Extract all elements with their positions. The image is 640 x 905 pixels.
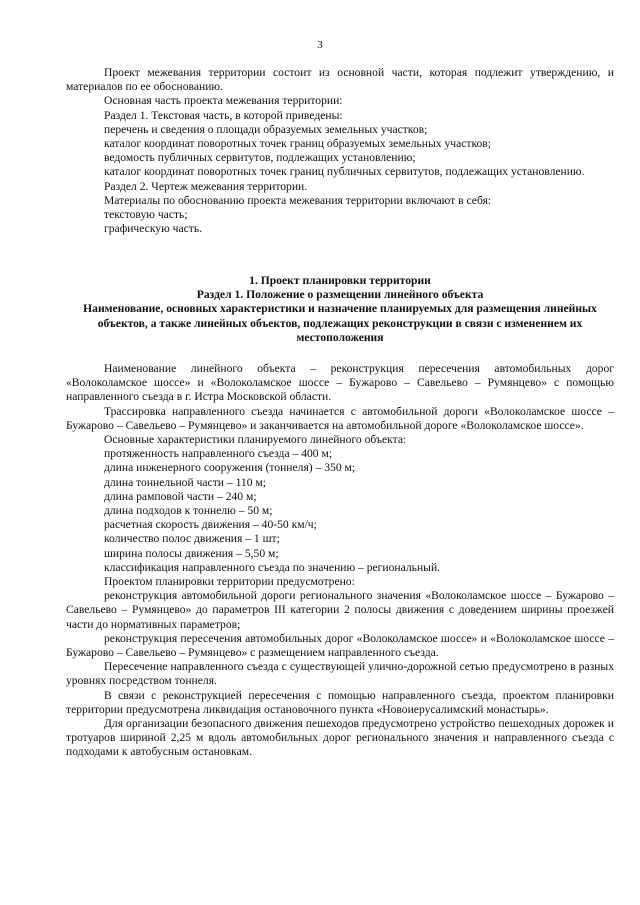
paragraph: Для организации безопасного движения пешеходов предусмотрено устройство пешеходных дорожек и тротуаров шириной 2,25 м вдоль автомобильных дорог регионального значения и направленного съезда с подходами к автобусным остановкам. <box>66 717 614 759</box>
list-item: реконструкция пересечения автомобильных дорог «Волоколамское шоссе» и «Волоколамское шоссе – Бужарово – Савельево – Румянцево» с размещением направленного съезда. <box>66 631 614 660</box>
section-heading: Наименование, основных характеристики и назначение планируемых для размещения линейных объектов, а также линейных объектов, подлежащих реконструкции в связи с изменением их местоположения <box>83 302 597 344</box>
paragraph: Раздел 2. Чертеж межевания территории. <box>104 179 308 193</box>
list-item: ведомость публичных сервитутов, подлежащих установлению; <box>104 151 416 165</box>
paragraph: Материалы по обоснованию проекта межевания территории включают в себя: <box>104 193 492 207</box>
list-item: протяженность направленного съезда – 400 м; <box>104 447 333 461</box>
list-item: каталог координат поворотных точек границ образуемых земельных участков; <box>104 137 491 151</box>
list-item: реконструкция автомобильной дороги регионального значения «Волоколамское шоссе – Бужарово – Савельево – Румянцево» до параметров III категории 2 полосы движения с доведением ширины проезжей части до нормативных параметров; <box>66 589 614 631</box>
list-item: длина тоннельной части – 110 м; <box>104 475 266 489</box>
list-item: ширина полосы движения – 5,50 м; <box>104 546 279 560</box>
page-number: 3 <box>317 39 323 51</box>
paragraph: В связи с реконструкцией пересечения с помощью направленного съезда, проектом планировки территории предусмотрена ликвидация остановочного пункта «Новоиерусалимский монастырь». <box>66 688 614 716</box>
paragraph: Проектом планировки территории предусмотрено: <box>104 575 355 589</box>
list-item: длина инженерного сооружения (тоннеля) – 350 м; <box>104 461 356 475</box>
paragraph: Основная часть проекта межевания территории: <box>104 94 343 108</box>
list-item: длина подходов к тоннелю – 50 м; <box>104 504 273 518</box>
intro-section <box>66 66 614 236</box>
paragraph: Раздел 1. Текстовая часть, в которой приведены: <box>104 108 343 122</box>
section-subtitle: Раздел 1. Положение о размещении линейного объекта <box>196 288 484 302</box>
list-item: графическую часть. <box>104 222 203 236</box>
list-item: количество полос движения – 1 шт; <box>104 532 280 546</box>
paragraph: Проект межевания территории состоит из основной части, которая подлежит утверждению, и материалов по ее обоснованию. <box>66 66 614 94</box>
paragraph: Основные характеристики планируемого линейного объекта: <box>104 433 407 447</box>
main-body <box>66 362 614 760</box>
paragraph: Пересечение направленного съезда с существующей улично-дорожной сетью предусмотрено в разных уровнях посредством тоннеля. <box>66 660 614 688</box>
paragraph: Наименование линейного объекта – реконструкция пересечения автомобильных дорог «Волоколамское шоссе» и «Волоколамское шоссе – Бужарово – Савельево – Румянцево» с помощью направленного съезда в г. Истра Московской области. <box>66 362 614 404</box>
list-item: длина рамповой части – 240 м; <box>104 489 257 503</box>
section-title: 1. Проект планировки территории <box>249 274 431 287</box>
list-item: классификация направленного съезда по значению – региональный. <box>104 560 441 574</box>
section-headings <box>66 274 614 345</box>
list-item: расчетная скорость движения – 40-50 км/ч; <box>104 518 317 532</box>
list-item: каталог координат поворотных точек границ публичных сервитутов, подлежащих установлению. <box>104 165 585 179</box>
paragraph: Трассировка направленного съезда начинается с автомобильной дороги «Волоколамское шоссе – Бужарово – Савельево – Румянцево» и заканчивается на автомобильной дороге «Волоколамское шоссе». <box>66 404 614 432</box>
list-item: перечень и сведения о площади образуемых земельных участков; <box>104 122 428 136</box>
list-item: текстовую часть; <box>104 208 188 222</box>
